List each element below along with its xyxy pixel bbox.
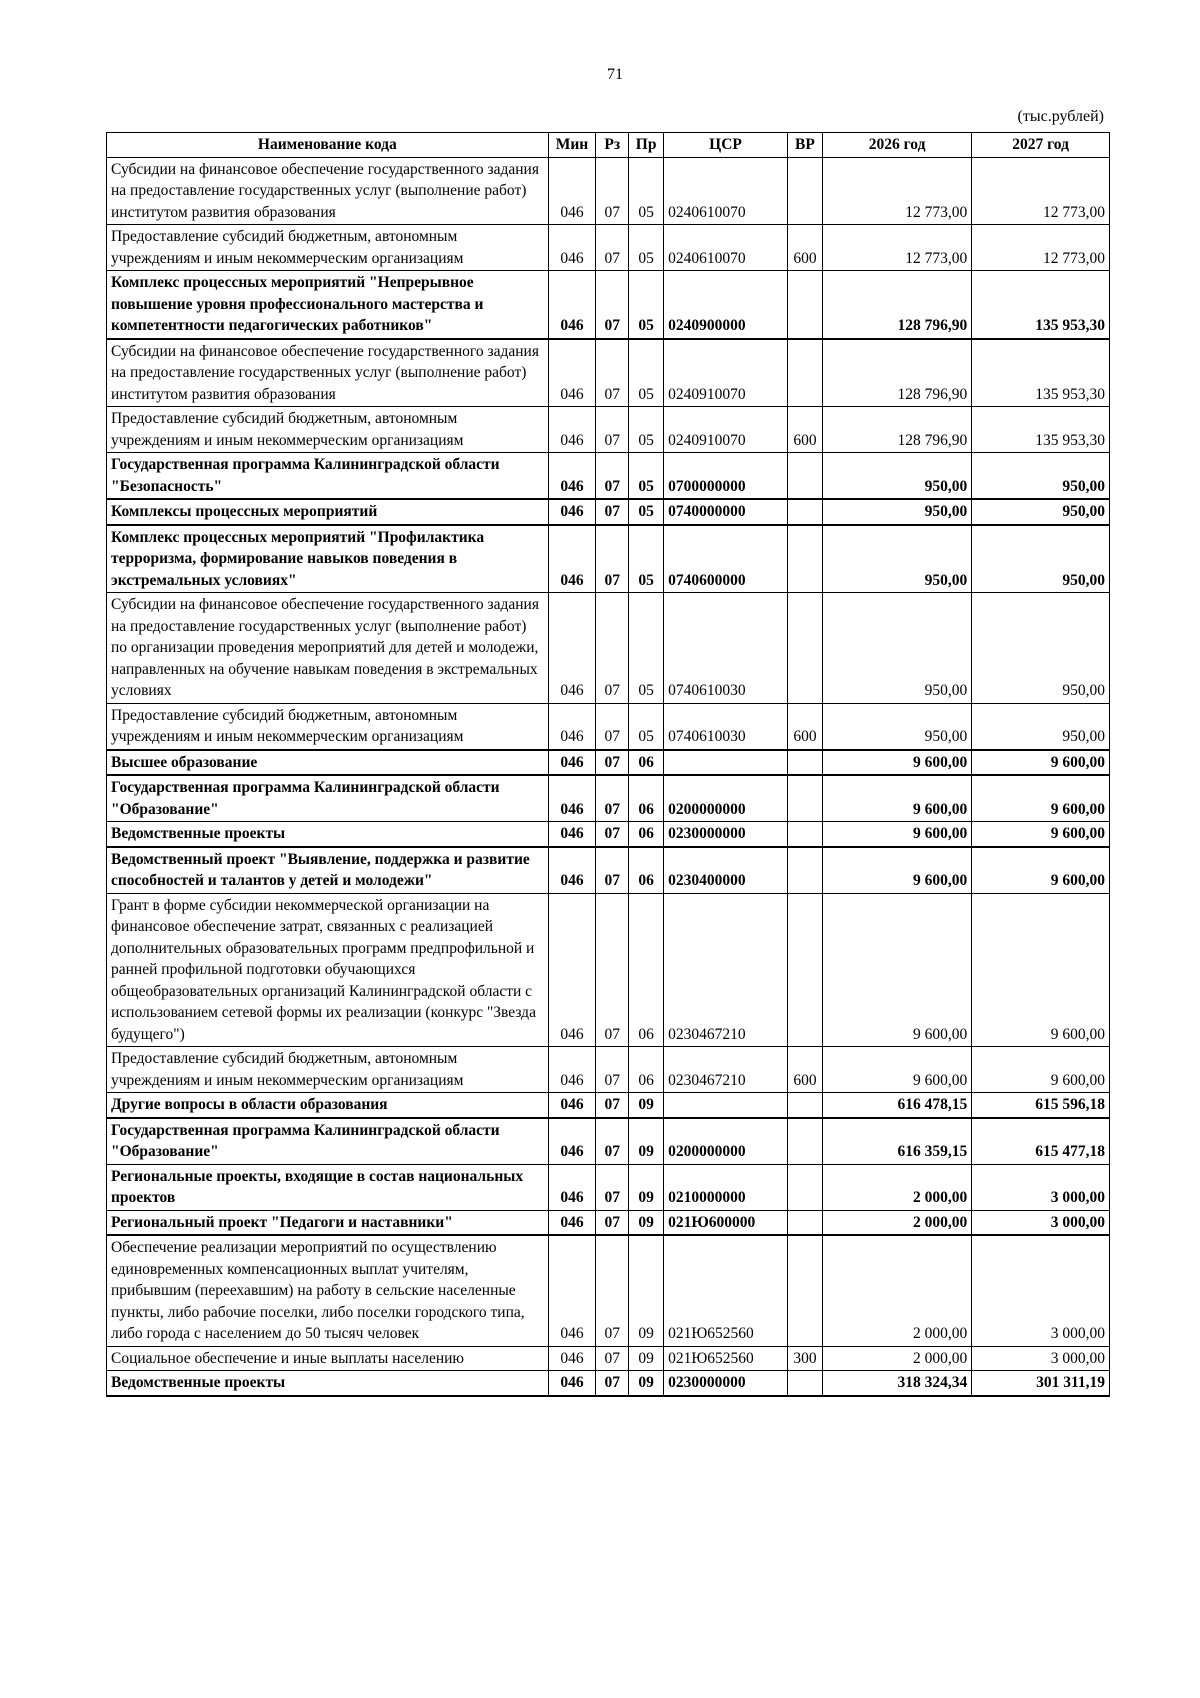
cell-y2027: 950,00 — [972, 525, 1110, 593]
cell-name: Грант в форме субсидии некоммерческой организации на финансовое обеспечение затрат, связанных с реализацией дополнительных образовательных программ предпрофильной и ранней профильной подготовки обучающихся общеобразовательных организаций Калининградской области с использованием сетевой формы их реализации (конкурс "Звезда будущего") — [107, 893, 549, 1047]
cell-name: Предоставление субсидий бюджетным, автономным учреждениям и иным некоммерческим организациям — [107, 225, 549, 271]
cell-pr: 05 — [629, 407, 664, 453]
cell-min: 046 — [548, 1235, 596, 1346]
cell-name: Ведомственные проекты — [107, 1371, 549, 1396]
cell-rz: 07 — [596, 1210, 629, 1235]
table-row — [107, 1210, 1110, 1235]
cell-name: Высшее образование — [107, 750, 549, 776]
cell-min: 046 — [548, 339, 596, 407]
cell-name: Субсидии на финансовое обеспечение государственного задания на предоставление государственных услуг (выполнение работ) институтом развития образования — [107, 339, 549, 407]
cell-csr: 0230000000 — [664, 1371, 788, 1396]
cell-csr: 0700000000 — [664, 453, 788, 500]
cell-vr — [787, 775, 822, 822]
cell-y2026: 9 600,00 — [822, 775, 971, 822]
cell-pr: 05 — [629, 499, 664, 525]
cell-rz: 07 — [596, 525, 629, 593]
cell-y2026: 950,00 — [822, 525, 971, 593]
cell-min: 046 — [548, 1047, 596, 1093]
cell-y2026: 128 796,90 — [822, 271, 971, 339]
table-row — [107, 339, 1110, 407]
cell-pr: 09 — [629, 1235, 664, 1346]
cell-csr: 0200000000 — [664, 775, 788, 822]
cell-name: Комплекс процессных мероприятий "Непрерывное повышение уровня профессионального мастерства и компетентности педагогических работников" — [107, 271, 549, 339]
cell-min: 046 — [548, 593, 596, 704]
cell-csr: 021Ю600000 — [664, 1210, 788, 1235]
cell-csr: 0240900000 — [664, 271, 788, 339]
cell-rz: 07 — [596, 499, 629, 525]
table-row — [107, 775, 1110, 822]
cell-pr: 05 — [629, 525, 664, 593]
cell-pr: 09 — [629, 1371, 664, 1396]
cell-vr: 300 — [787, 1346, 822, 1371]
cell-pr: 06 — [629, 775, 664, 822]
cell-min: 046 — [548, 1164, 596, 1210]
cell-y2026: 616 359,15 — [822, 1118, 971, 1165]
cell-min: 046 — [548, 750, 596, 776]
cell-rz: 07 — [596, 893, 629, 1047]
table-row — [107, 525, 1110, 593]
cell-min: 046 — [548, 1118, 596, 1165]
cell-vr: 600 — [787, 225, 822, 271]
cell-min: 046 — [548, 847, 596, 894]
table-row — [107, 1093, 1110, 1118]
cell-pr: 05 — [629, 453, 664, 500]
cell-csr: 0240610070 — [664, 157, 788, 225]
cell-rz: 07 — [596, 407, 629, 453]
cell-pr: 05 — [629, 157, 664, 225]
cell-y2027: 950,00 — [972, 453, 1110, 500]
table-row — [107, 1235, 1110, 1346]
cell-y2027: 950,00 — [972, 703, 1110, 750]
cell-pr: 06 — [629, 847, 664, 894]
cell-csr: 0740610030 — [664, 703, 788, 750]
table-row — [107, 1371, 1110, 1396]
cell-pr: 09 — [629, 1346, 664, 1371]
cell-vr — [787, 157, 822, 225]
cell-csr — [664, 1093, 788, 1118]
cell-y2026: 950,00 — [822, 703, 971, 750]
cell-y2027: 9 600,00 — [972, 847, 1110, 894]
cell-csr: 021Ю652560 — [664, 1235, 788, 1346]
table-header-row — [107, 133, 1110, 158]
cell-y2026: 9 600,00 — [822, 750, 971, 776]
cell-min: 046 — [548, 525, 596, 593]
cell-y2026: 9 600,00 — [822, 893, 971, 1047]
cell-y2026: 950,00 — [822, 453, 971, 500]
cell-vr — [787, 822, 822, 847]
cell-rz: 07 — [596, 157, 629, 225]
cell-pr: 06 — [629, 750, 664, 776]
cell-y2027: 9 600,00 — [972, 822, 1110, 847]
cell-rz: 07 — [596, 1235, 629, 1346]
cell-min: 046 — [548, 453, 596, 500]
cell-min: 046 — [548, 822, 596, 847]
cell-pr: 05 — [629, 703, 664, 750]
cell-y2026: 9 600,00 — [822, 1047, 971, 1093]
table-row — [107, 407, 1110, 453]
cell-pr: 06 — [629, 822, 664, 847]
cell-y2027: 615 477,18 — [972, 1118, 1110, 1165]
cell-rz: 07 — [596, 593, 629, 704]
cell-name: Комплексы процессных мероприятий — [107, 499, 549, 525]
cell-y2026: 318 324,34 — [822, 1371, 971, 1396]
cell-name: Предоставление субсидий бюджетным, автономным учреждениям и иным некоммерческим организациям — [107, 1047, 549, 1093]
table-row — [107, 499, 1110, 525]
cell-csr: 0230467210 — [664, 1047, 788, 1093]
cell-min: 046 — [548, 1371, 596, 1396]
cell-name: Региональный проект "Педагоги и наставники" — [107, 1210, 549, 1235]
cell-y2027: 9 600,00 — [972, 775, 1110, 822]
cell-name: Субсидии на финансовое обеспечение государственного задания на предоставление государственных услуг (выполнение работ) институтом развития образования — [107, 157, 549, 225]
cell-y2027: 301 311,19 — [972, 1371, 1110, 1396]
cell-rz: 07 — [596, 339, 629, 407]
cell-pr: 09 — [629, 1164, 664, 1210]
cell-y2026: 2 000,00 — [822, 1210, 971, 1235]
cell-rz: 07 — [596, 750, 629, 776]
cell-csr: 0740600000 — [664, 525, 788, 593]
cell-y2026: 128 796,90 — [822, 407, 971, 453]
cell-name: Государственная программа Калининградской области "Безопасность" — [107, 453, 549, 500]
cell-y2027: 615 596,18 — [972, 1093, 1110, 1118]
cell-y2026: 128 796,90 — [822, 339, 971, 407]
cell-vr — [787, 1093, 822, 1118]
cell-rz: 07 — [596, 1371, 629, 1396]
cell-rz: 07 — [596, 453, 629, 500]
cell-min: 046 — [548, 157, 596, 225]
cell-vr — [787, 1235, 822, 1346]
cell-min: 046 — [548, 1346, 596, 1371]
cell-csr: 0230467210 — [664, 893, 788, 1047]
cell-vr — [787, 499, 822, 525]
cell-name: Ведомственные проекты — [107, 822, 549, 847]
cell-pr: 09 — [629, 1093, 664, 1118]
table-row — [107, 703, 1110, 750]
cell-y2027: 135 953,30 — [972, 271, 1110, 339]
cell-csr: 0200000000 — [664, 1118, 788, 1165]
cell-csr: 0240610070 — [664, 225, 788, 271]
cell-name: Комплекс процессных мероприятий "Профилактика терроризма, формирование навыков поведения в экстремальных условиях" — [107, 525, 549, 593]
table-row — [107, 750, 1110, 776]
cell-csr: 0240910070 — [664, 339, 788, 407]
cell-vr — [787, 1118, 822, 1165]
cell-name: Региональные проекты, входящие в состав национальных проектов — [107, 1164, 549, 1210]
cell-y2027: 135 953,30 — [972, 407, 1110, 453]
header-name: Наименование кода — [107, 133, 549, 158]
cell-vr — [787, 750, 822, 776]
table-row — [107, 847, 1110, 894]
cell-vr — [787, 453, 822, 500]
table-row — [107, 893, 1110, 1047]
cell-vr: 600 — [787, 703, 822, 750]
cell-y2026: 950,00 — [822, 499, 971, 525]
cell-csr: 0240910070 — [664, 407, 788, 453]
cell-rz: 07 — [596, 271, 629, 339]
table-row — [107, 453, 1110, 500]
cell-rz: 07 — [596, 847, 629, 894]
cell-rz: 07 — [596, 1346, 629, 1371]
cell-y2027: 12 773,00 — [972, 157, 1110, 225]
cell-rz: 07 — [596, 1093, 629, 1118]
cell-pr: 06 — [629, 893, 664, 1047]
table-row — [107, 593, 1110, 704]
cell-rz: 07 — [596, 703, 629, 750]
cell-y2027: 9 600,00 — [972, 750, 1110, 776]
table-body — [107, 157, 1110, 1396]
cell-csr — [664, 750, 788, 776]
cell-min: 046 — [548, 225, 596, 271]
cell-y2026: 616 478,15 — [822, 1093, 971, 1118]
cell-name: Ведомственный проект "Выявление, поддержка и развитие способностей и талантов у детей и молодежи" — [107, 847, 549, 894]
header-rz: Рз — [596, 133, 629, 158]
cell-name: Предоставление субсидий бюджетным, автономным учреждениям и иным некоммерческим организациям — [107, 703, 549, 750]
cell-min: 046 — [548, 1210, 596, 1235]
table-row — [107, 225, 1110, 271]
cell-y2026: 950,00 — [822, 593, 971, 704]
budget-table — [106, 132, 1110, 1397]
cell-rz: 07 — [596, 225, 629, 271]
cell-csr: 0210000000 — [664, 1164, 788, 1210]
cell-min: 046 — [548, 407, 596, 453]
cell-pr: 09 — [629, 1210, 664, 1235]
cell-rz: 07 — [596, 1164, 629, 1210]
header-pr: Пр — [629, 133, 664, 158]
table-row — [107, 1047, 1110, 1093]
cell-vr — [787, 1371, 822, 1396]
cell-y2026: 2 000,00 — [822, 1235, 971, 1346]
cell-rz: 07 — [596, 822, 629, 847]
page-number: 71 — [607, 66, 623, 83]
cell-min: 046 — [548, 775, 596, 822]
table-row — [107, 822, 1110, 847]
cell-pr: 09 — [629, 1118, 664, 1165]
cell-y2026: 2 000,00 — [822, 1346, 971, 1371]
cell-y2027: 3 000,00 — [972, 1164, 1110, 1210]
cell-pr: 05 — [629, 339, 664, 407]
cell-y2027: 950,00 — [972, 593, 1110, 704]
cell-y2026: 12 773,00 — [822, 157, 971, 225]
cell-name: Государственная программа Калининградской области "Образование" — [107, 775, 549, 822]
cell-min: 046 — [548, 499, 596, 525]
cell-csr: 021Ю652560 — [664, 1346, 788, 1371]
cell-csr: 0740000000 — [664, 499, 788, 525]
cell-y2027: 3 000,00 — [972, 1210, 1110, 1235]
units-label: (тыс.рублей) — [1017, 108, 1104, 125]
cell-rz: 07 — [596, 1047, 629, 1093]
cell-y2027: 950,00 — [972, 499, 1110, 525]
table-row — [107, 1164, 1110, 1210]
cell-min: 046 — [548, 703, 596, 750]
cell-y2027: 3 000,00 — [972, 1235, 1110, 1346]
cell-pr: 05 — [629, 225, 664, 271]
cell-vr — [787, 1164, 822, 1210]
cell-pr: 06 — [629, 1047, 664, 1093]
cell-y2027: 9 600,00 — [972, 1047, 1110, 1093]
cell-y2027: 12 773,00 — [972, 225, 1110, 271]
cell-min: 046 — [548, 1093, 596, 1118]
cell-vr: 600 — [787, 1047, 822, 1093]
cell-y2027: 3 000,00 — [972, 1346, 1110, 1371]
cell-name: Другие вопросы в области образования — [107, 1093, 549, 1118]
table-row — [107, 1118, 1110, 1165]
cell-y2026: 9 600,00 — [822, 822, 971, 847]
header-csr: ЦСР — [664, 133, 788, 158]
cell-name: Предоставление субсидий бюджетным, автономным учреждениям и иным некоммерческим организациям — [107, 407, 549, 453]
header-2027: 2027 год — [972, 133, 1110, 158]
header-vr: ВР — [787, 133, 822, 158]
cell-csr: 0740610030 — [664, 593, 788, 704]
cell-vr — [787, 893, 822, 1047]
header-2026: 2026 год — [822, 133, 971, 158]
cell-vr — [787, 1210, 822, 1235]
header-min: Мин — [548, 133, 596, 158]
cell-csr: 0230000000 — [664, 822, 788, 847]
cell-y2026: 2 000,00 — [822, 1164, 971, 1210]
cell-csr: 0230400000 — [664, 847, 788, 894]
cell-min: 046 — [548, 271, 596, 339]
cell-vr — [787, 271, 822, 339]
cell-min: 046 — [548, 893, 596, 1047]
cell-vr — [787, 593, 822, 704]
cell-name: Обеспечение реализации мероприятий по осуществлению единовременных компенсационных выплат учителям, прибывшим (переехавшим) на работу в сельские населенные пункты, либо рабочие поселки, либо поселки городского типа, либо города с населением до 50 тысяч человек — [107, 1235, 549, 1346]
cell-y2027: 9 600,00 — [972, 893, 1110, 1047]
cell-name: Субсидии на финансовое обеспечение государственного задания на предоставление государственных услуг (выполнение работ) по организации проведения мероприятий для детей и молодежи, направленных на обучение навыкам поведения в экстремальных условиях — [107, 593, 549, 704]
cell-pr: 05 — [629, 593, 664, 704]
cell-y2026: 12 773,00 — [822, 225, 971, 271]
table-row — [107, 271, 1110, 339]
cell-name: Социальное обеспечение и иные выплаты населению — [107, 1346, 549, 1371]
cell-rz: 07 — [596, 775, 629, 822]
table-row — [107, 1346, 1110, 1371]
cell-rz: 07 — [596, 1118, 629, 1165]
cell-name: Государственная программа Калининградской области "Образование" — [107, 1118, 549, 1165]
cell-vr — [787, 339, 822, 407]
cell-vr — [787, 847, 822, 894]
cell-pr: 05 — [629, 271, 664, 339]
cell-vr — [787, 525, 822, 593]
cell-vr: 600 — [787, 407, 822, 453]
table-row — [107, 157, 1110, 225]
cell-y2026: 9 600,00 — [822, 847, 971, 894]
cell-y2027: 135 953,30 — [972, 339, 1110, 407]
